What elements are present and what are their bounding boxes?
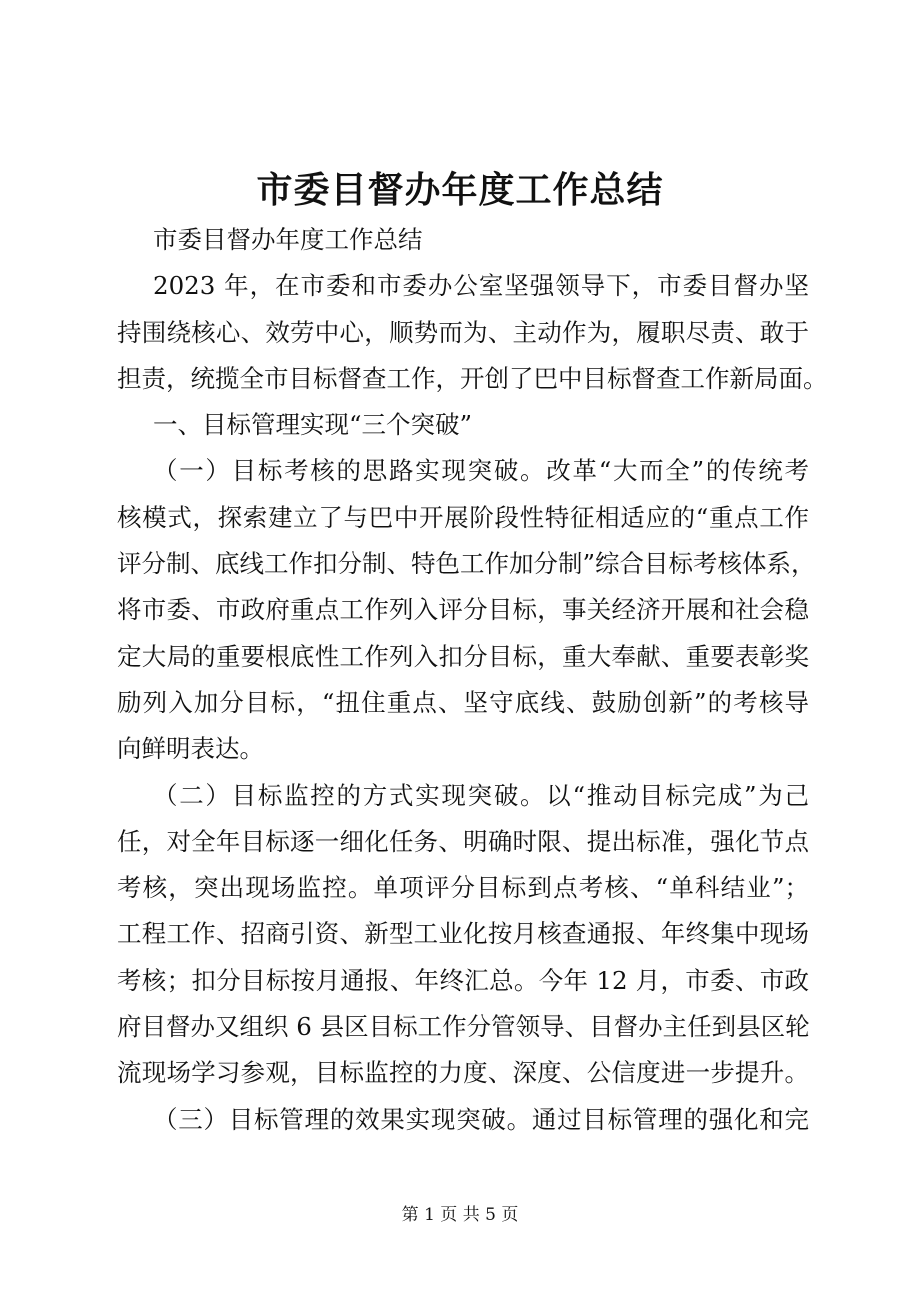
paragraph-line: 市委目督办年度工作总结 (153, 225, 423, 254)
paragraph-line: 考核，突出现场监控。单项评分目标到点考核、“单科结业”； (117, 873, 809, 903)
paragraph-line: 工程工作、招商引资、新型工业化按月核查通报、年终集中现场 (117, 919, 809, 949)
document-body (117, 217, 828, 1143)
paragraph-line: 将市委、市政府重点工作列入评分目标，事关经济开展和社会稳 (117, 595, 809, 625)
paragraph-line: （一）目标考核的思路实现突破。改革“大而全”的传统考 (153, 456, 809, 486)
document-title: 市委目督办年度工作总结 (256, 170, 664, 211)
paragraph-line: 担责，统揽全市目标督查工作，开创了巴中目标督查工作新局面。 (117, 363, 828, 393)
paragraph-line: 持围绕核心、效劳中心，顺势而为、主动作为，履职尽责、敢于 (117, 317, 809, 347)
paragraph-line: 一、目标管理实现“三个突破” (153, 410, 473, 440)
paragraph-line: 2023 年，在市委和市委办公室坚强领导下，市委目督办坚 (153, 271, 809, 301)
paragraph-line: 考核；扣分目标按月通报、年终汇总。今年 12 月，市委、市政 (117, 965, 809, 995)
paragraph-line: 励列入加分目标，“扭住重点、坚守底线、鼓励创新”的考核导 (117, 687, 809, 717)
paragraph-line: 定大局的重要根底性工作列入扣分目标，重大奉献、重要表彰奖 (117, 641, 809, 671)
paragraph-line: 评分制、底线工作扣分制、特色工作加分制”综合目标考核体系， (117, 549, 816, 579)
paragraph-line: 向鲜明表达。 (117, 734, 264, 764)
page-footer: 第 1 页 共 5 页 (401, 1205, 519, 1225)
paragraph-line: 流现场学习参观，目标监控的力度、深度、公信度进一步提升。 (117, 1058, 809, 1088)
paragraph-line: （三）目标管理的效果实现突破。通过目标管理的强化和完 (153, 1104, 809, 1134)
paragraph-line: （二）目标监控的方式实现突破。以“推动目标完成”为己 (153, 780, 809, 810)
paragraph-line: 任，对全年目标逐一细化任务、明确时限、提出标准，强化节点 (117, 826, 809, 856)
paragraph-line: 核模式，探索建立了与巴中开展阶段性特征相适应的“重点工作 (117, 502, 809, 532)
paragraph-line: 府目督办又组织 6 县区目标工作分管领导、目督办主任到县区轮 (117, 1012, 810, 1042)
